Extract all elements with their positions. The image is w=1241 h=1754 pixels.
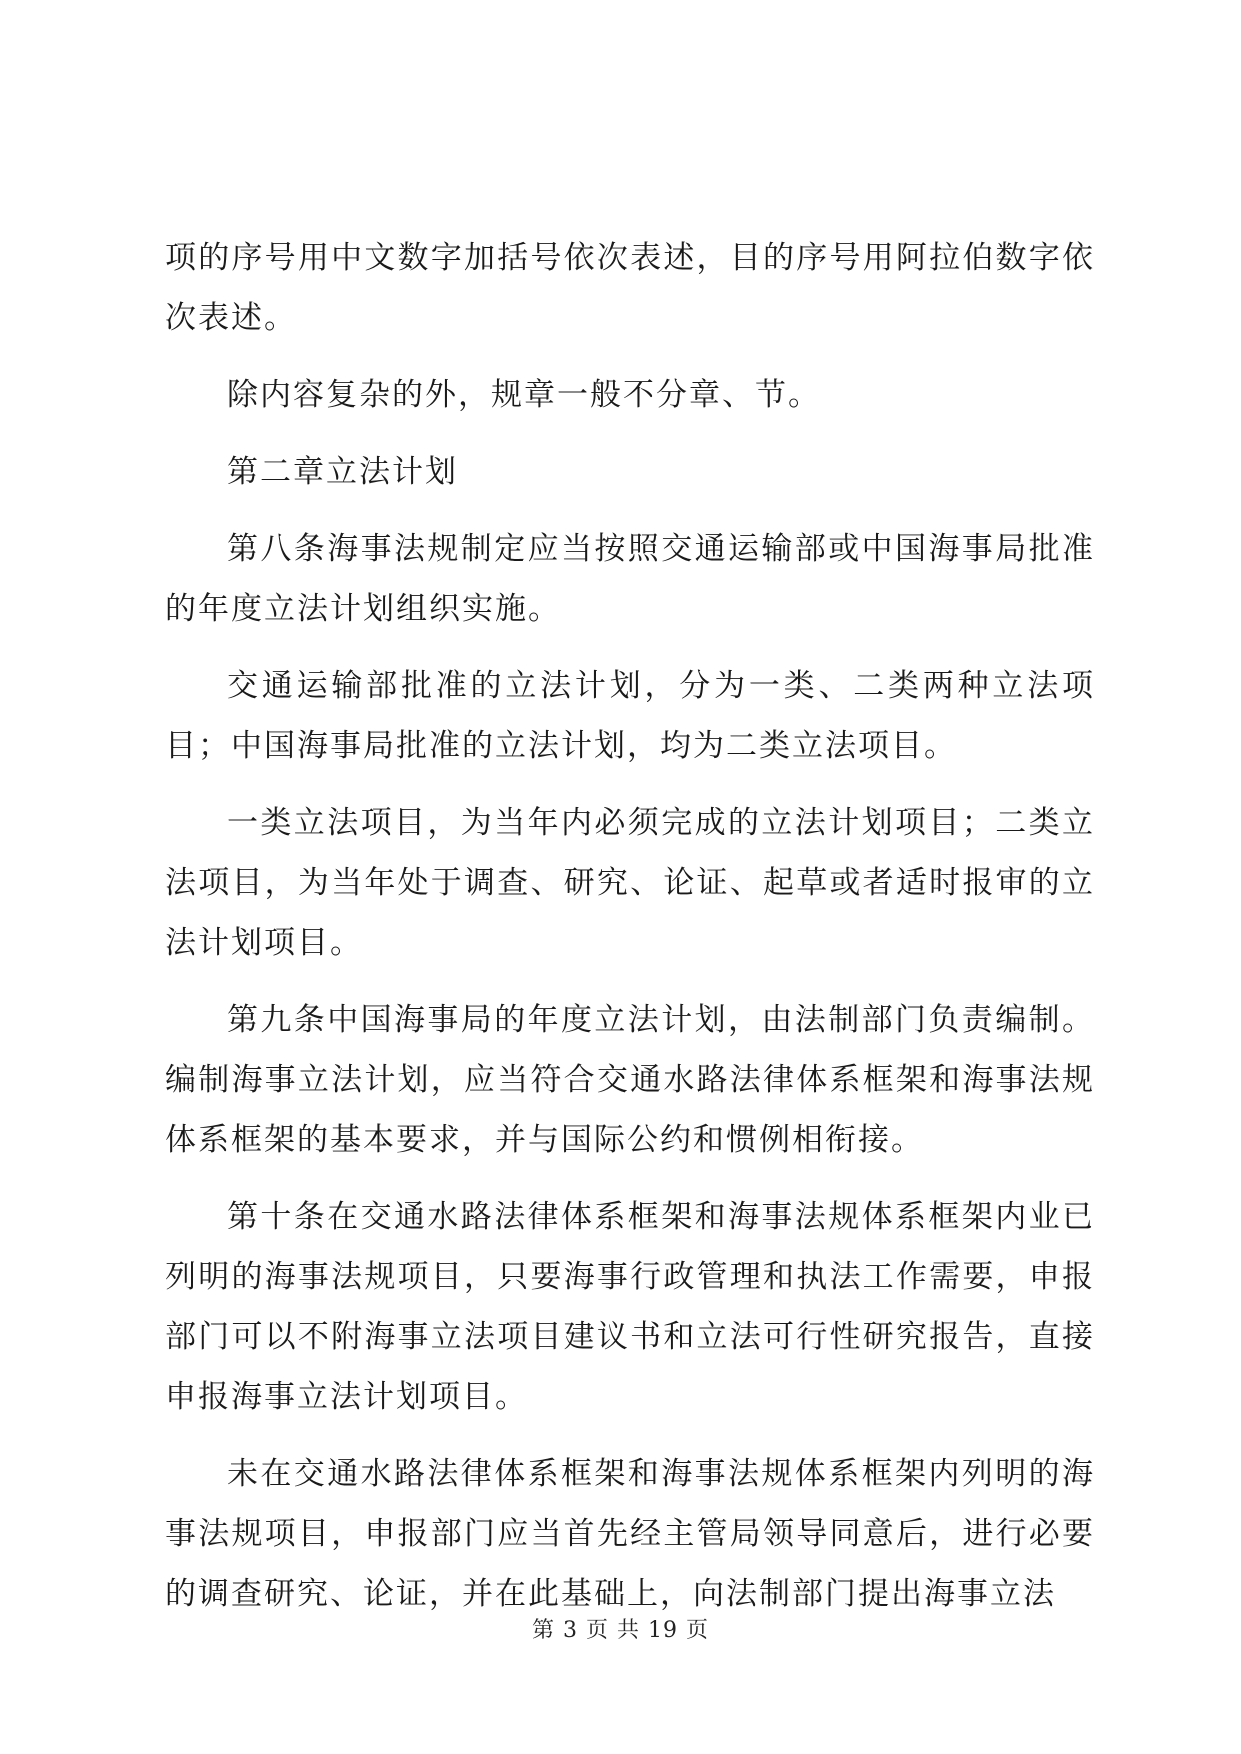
paragraph: 未在交通水路法律体系框架和海事法规体系框架内列明的海事法规项目，申报部门应当首先经主管局领导同意后，进行必要的调查研究、论证，并在此基础上，向法制部门提出海事立法 xyxy=(165,1456,1095,1612)
document-body xyxy=(165,228,1095,1641)
paragraph: 项的序号用中文数字加括号依次表述，目的序号用阿拉伯数字依次表述。 xyxy=(165,240,1095,336)
paragraph: 一类立法项目，为当年内必须完成的立法计划项目；二类立法项目，为当年处于调查、研究、论证、起草或者适时报审的立法计划项目。 xyxy=(165,805,1095,961)
page-number-footer: 第 3 页 共 19 页 xyxy=(532,1618,709,1643)
chapter-heading: 第二章立法计划 xyxy=(227,454,458,490)
paragraph: 第九条中国海事局的年度立法计划，由法制部门负责编制。编制海事立法计划，应当符合交通水路法律体系框架和海事法规体系框架的基本要求，并与国际公约和惯例相衔接。 xyxy=(165,1002,1095,1158)
paragraph: 第八条海事法规制定应当按照交通运输部或中国海事局批准的年度立法计划组织实施。 xyxy=(165,531,1095,627)
paragraph: 交通运输部批准的立法计划，分为一类、二类两种立法项目；中国海事局批准的立法计划，均为二类立法项目。 xyxy=(165,668,1095,764)
paragraph: 第十条在交通水路法律体系框架和海事法规体系框架内业已列明的海事法规项目，只要海事行政管理和执法工作需要，申报部门可以不附海事立法项目建议书和立法可行性研究报告，直接申报海事立法计划项目。 xyxy=(165,1199,1095,1415)
paragraph: 除内容复杂的外，规章一般不分章、节。 xyxy=(227,377,821,413)
